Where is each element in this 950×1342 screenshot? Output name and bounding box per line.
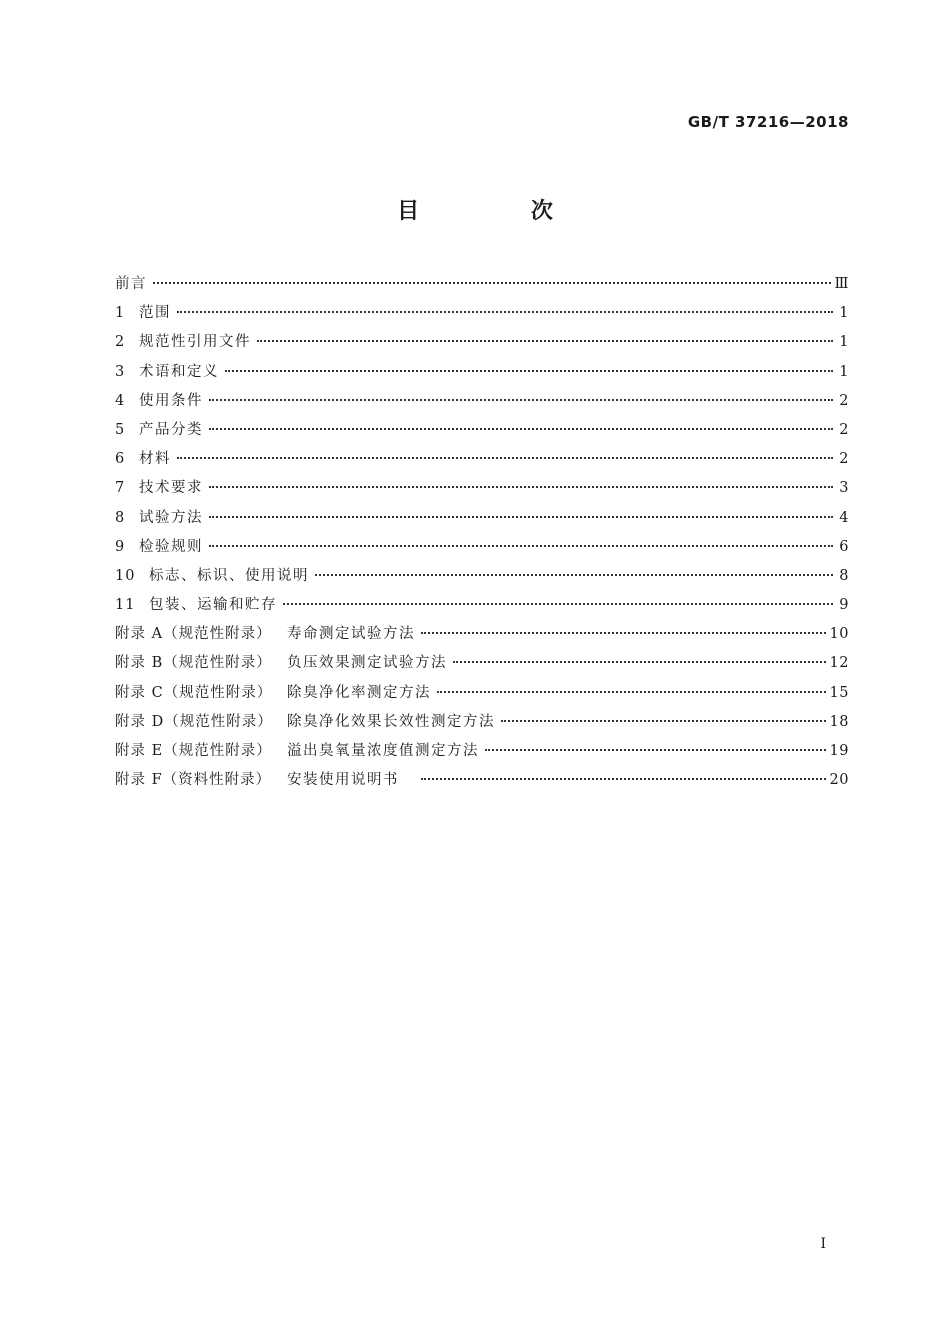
toc-entry-5[interactable] [115, 416, 849, 445]
toc-entry-appendix-c[interactable] [115, 679, 849, 708]
dot-leader [283, 603, 833, 605]
toc-entry-title: 材料 [139, 451, 171, 468]
toc-title: 目 次 [397, 199, 605, 224]
toc-entry-page: 12 [829, 655, 849, 672]
toc-entry-title: 使用条件 [139, 392, 203, 409]
toc-entry-title: 术语和定义 [139, 363, 219, 380]
toc-entry-number: 附录 D（规范性附录） [115, 713, 273, 730]
toc-entry-page: 9 [839, 597, 849, 614]
dot-leader [421, 632, 826, 634]
toc-entry-title: 试验方法 [139, 509, 203, 526]
toc-entry-page: 1 [839, 363, 849, 380]
dot-leader [485, 749, 826, 751]
toc-entry-number: 8 [115, 509, 126, 526]
dot-leader [315, 574, 833, 576]
toc-entry-number: 7 [115, 480, 126, 497]
toc-entry-number: 4 [115, 392, 126, 409]
toc-entry-number: 3 [115, 363, 126, 380]
dot-leader [209, 486, 833, 488]
dot-leader [209, 545, 833, 547]
dot-leader [177, 457, 833, 459]
toc-entry-title: 包装、运输和贮存 [149, 597, 277, 614]
toc-entry-number: 附录 C（规范性附录） [115, 684, 273, 701]
dot-leader [501, 720, 826, 722]
toc-entry-page: 2 [839, 421, 849, 438]
toc-entry-number: 6 [115, 451, 126, 468]
toc-entry-title: 除臭净化效果长效性测定方法 [287, 713, 495, 730]
toc-entry-page: 19 [829, 743, 849, 759]
standard-number: GB/T 37216—2018 [687, 113, 849, 131]
toc-entry-title: 前言 [115, 276, 147, 292]
toc-entry-title: 检验规则 [139, 538, 203, 555]
toc-entry-title: 标志、标识、使用说明 [149, 567, 309, 584]
toc-entry-appendix-b[interactable] [115, 649, 849, 678]
toc-entry-appendix-d[interactable] [115, 708, 849, 737]
toc-entry-number: 附录 F（资料性附录） [115, 772, 272, 789]
toc-entry-9[interactable] [115, 533, 849, 562]
toc-entry-number: 附录 E（规范性附录） [115, 743, 272, 759]
toc-entry-page: 15 [829, 684, 849, 701]
toc-entry-number: 9 [115, 538, 126, 555]
toc-entry-page: 8 [839, 567, 849, 584]
toc-entry-page: Ⅲ [834, 276, 849, 292]
dot-leader [257, 340, 833, 342]
toc-entry-title: 安装使用说明书 [287, 772, 399, 789]
toc-entry-6[interactable] [115, 445, 849, 474]
toc-entry-page: 20 [829, 772, 849, 789]
toc-entry-title: 负压效果测定试验方法 [287, 655, 447, 672]
dot-leader [225, 370, 833, 372]
toc-entry-page: 3 [839, 480, 849, 497]
toc-entry-title: 技术要求 [139, 480, 203, 497]
toc-entry-title: 溢出臭氧量浓度值测定方法 [287, 743, 479, 759]
dot-leader [209, 516, 833, 518]
toc-entry-title: 产品分类 [139, 421, 203, 438]
toc-entry-page: 10 [829, 626, 849, 643]
toc-entry-number: 附录 A（规范性附录） [115, 626, 272, 643]
toc-entry-10[interactable] [115, 562, 849, 591]
toc-entry-page: 1 [839, 334, 849, 351]
toc-entry-foreword[interactable] [115, 270, 849, 299]
dot-leader [177, 311, 833, 313]
toc-entry-page: 4 [839, 509, 849, 526]
toc-entry-page: 1 [839, 305, 849, 322]
toc-entry-appendix-e[interactable] [115, 737, 849, 766]
toc-entry-4[interactable] [115, 387, 849, 416]
toc-entry-number: 附录 B（规范性附录） [115, 655, 272, 672]
toc-entry-page: 2 [839, 392, 849, 409]
page-number: I [820, 1236, 826, 1252]
toc-entry-page: 2 [839, 451, 849, 468]
toc-entry-2[interactable] [115, 328, 849, 357]
toc-entry-number: 11 [115, 597, 136, 614]
toc-entry-11[interactable] [115, 591, 849, 620]
toc-entry-7[interactable] [115, 474, 849, 503]
dot-leader [437, 691, 826, 693]
toc-entry-appendix-f[interactable] [115, 766, 849, 795]
toc-entry-number: 10 [115, 567, 136, 584]
toc-entry-3[interactable] [115, 358, 849, 387]
toc-entry-number: 1 [115, 305, 126, 322]
dot-leader [453, 661, 826, 663]
dot-leader [153, 282, 831, 284]
toc-entry-number: 2 [115, 334, 126, 351]
toc-entry-8[interactable] [115, 504, 849, 533]
toc-entry-title: 寿命测定试验方法 [287, 626, 415, 643]
dot-leader [209, 399, 833, 401]
toc-entry-1[interactable] [115, 299, 849, 328]
table-of-contents [115, 270, 849, 795]
toc-entry-title: 规范性引用文件 [139, 334, 251, 351]
dot-leader [209, 428, 833, 430]
toc-entry-appendix-a[interactable] [115, 620, 849, 649]
toc-entry-page: 6 [839, 538, 849, 555]
toc-entry-page: 18 [829, 713, 849, 730]
toc-entry-title: 范围 [139, 305, 171, 322]
toc-entry-number: 5 [115, 421, 126, 438]
dot-leader [421, 778, 826, 780]
toc-entry-title: 除臭净化率测定方法 [287, 684, 431, 701]
